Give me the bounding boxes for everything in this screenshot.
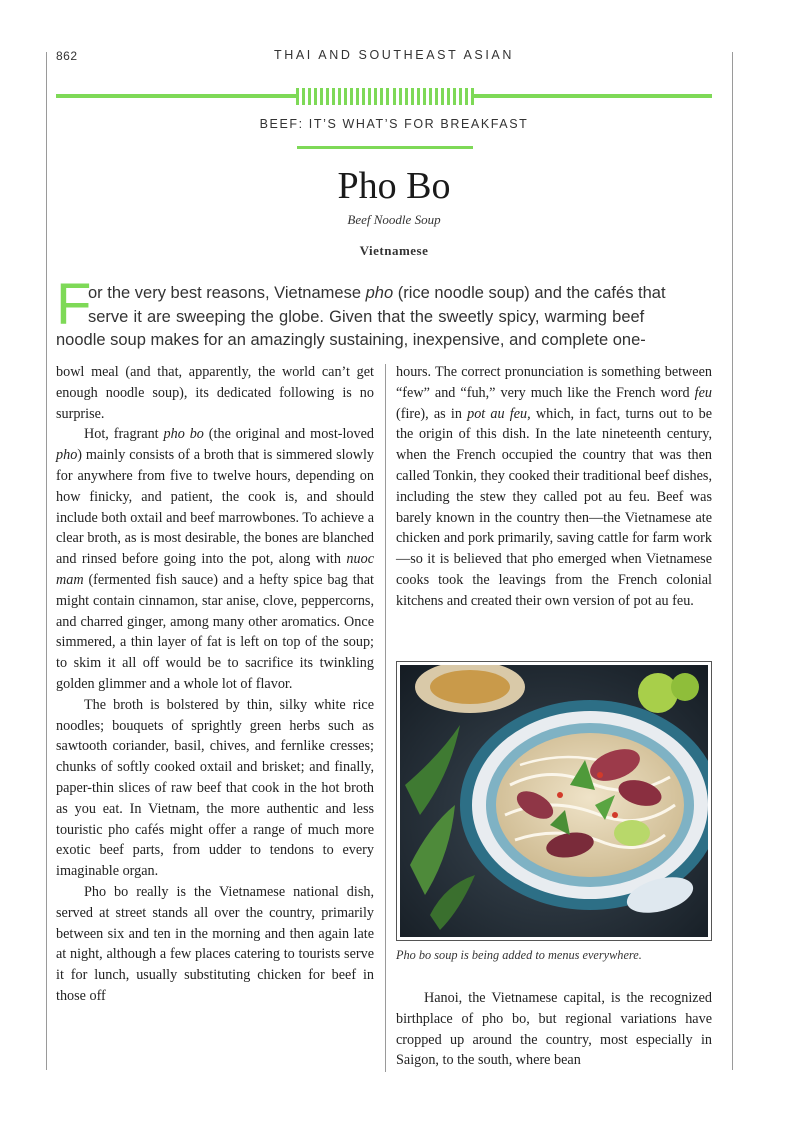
- left-column: [56, 362, 374, 1007]
- recipe-title: Pho Bo: [337, 165, 451, 207]
- right-column-top: [396, 362, 712, 612]
- paragraph: Pho bo really is the Vietnamese national dish, served at street stands all over the country, primarily between six and ten in the morning and then again late at night, although a few places catering to tourists serve it for lunch, usually substituting chicken for beef in those off: [56, 883, 374, 1004]
- intro-term: pho: [365, 284, 394, 302]
- right-column-bottom: [396, 988, 712, 1071]
- section-kicker: BEEF: IT’S WHAT’S FOR BREAKFAST: [259, 117, 529, 131]
- kicker-underline: [297, 146, 473, 149]
- paragraph: Hot, fragrant pho bo (the original and most-loved pho) mainly consists of a broth that is simmered slowly for anywhere from five to twelve hours, depending on how finicky, and patient, the cook is, and should include both oxtail and beef marrowbones. To achieve a clear broth, as is most desirable, the bones are blanched and rinsed before going into the pot, along with nuoc mam (fermented fish sauce) and a hefty spice bag that might contain cinnamon, star anise, clove, peppercorns, and charred ginger, among many other aromatics. Once simmered, a thin layer of fat is left on top of the soup; to skim it all off would be to sacrifice its twinkling golden glimmer and a whole lot of flavor.: [56, 426, 375, 692]
- photo-caption: Pho bo soup is being added to menus everywhere.: [396, 948, 642, 962]
- ornament-rule-right: [472, 94, 712, 98]
- drop-cap: F: [56, 272, 92, 337]
- intro-line-2: serve it are sweeping the globe. Given that the sweetly spicy, warming beef: [88, 307, 645, 326]
- page-number: 862: [56, 49, 78, 63]
- column-divider: [385, 364, 386, 1072]
- pho-photo: [396, 661, 712, 941]
- intro-line-3: noodle soup makes for an amazingly sustaining, inexpensive, and complete one-: [56, 331, 646, 349]
- running-title: THAI AND SOUTHEAST ASIAN: [274, 48, 514, 62]
- ornament-ladder: [296, 88, 474, 105]
- intro-line-1: or the very best reasons, Vietnamese pho (rice noodle soup) and the cafés that: [88, 284, 666, 302]
- paragraph: bowl meal (and that, apparently, the world can’t get enough noodle soup), its dedicated following is no surprise.: [56, 364, 374, 422]
- recipe-origin: Vietnamese: [359, 243, 429, 258]
- paragraph: The broth is bolstered by thin, silky white rice noodles; bouquets of sprightly green herbs such as sawtooth coriander, basil, chives, and fernlike cresses; chunks of softly cooked oxtail and brisket; and finally, paper-thin slices of raw beef that cook in the hot broth as you eat. In Vietnam, the more authentic and less touristic pho cafés might offer a range of much more exotic beef parts, from udder to tendons to every imaginable organ.: [56, 696, 374, 880]
- paragraph: Hanoi, the Vietnamese capital, is the recognized birthplace of pho bo, but regional variations have cropped up around the country, most especially in Saigon, to the south, where bean: [396, 990, 712, 1069]
- recipe-subtitle: Beef Noodle Soup: [347, 212, 441, 227]
- paragraph: hours. The correct pronunciation is something between “few” and “fuh,” very much like the French word feu (fire), as in pot au feu, which, in fact, turns out to be the origin of this dish. In the late nineteenth century, when the French occupied the country that was then called Tonkin, they cooked their traditional beef dishes, including the stew they called pot au feu. Beef was barely known in the country then—the Vietnamese ate chicken and pork primarily, saving cattle for farm work—so it is believed that pho emerged when Vietnamese cooks took the leavings from the French colonial kitchens and created their own version of pot au feu.: [396, 364, 712, 609]
- ornament-rule-left: [56, 94, 298, 98]
- pho-bowl-illustration: [400, 665, 708, 937]
